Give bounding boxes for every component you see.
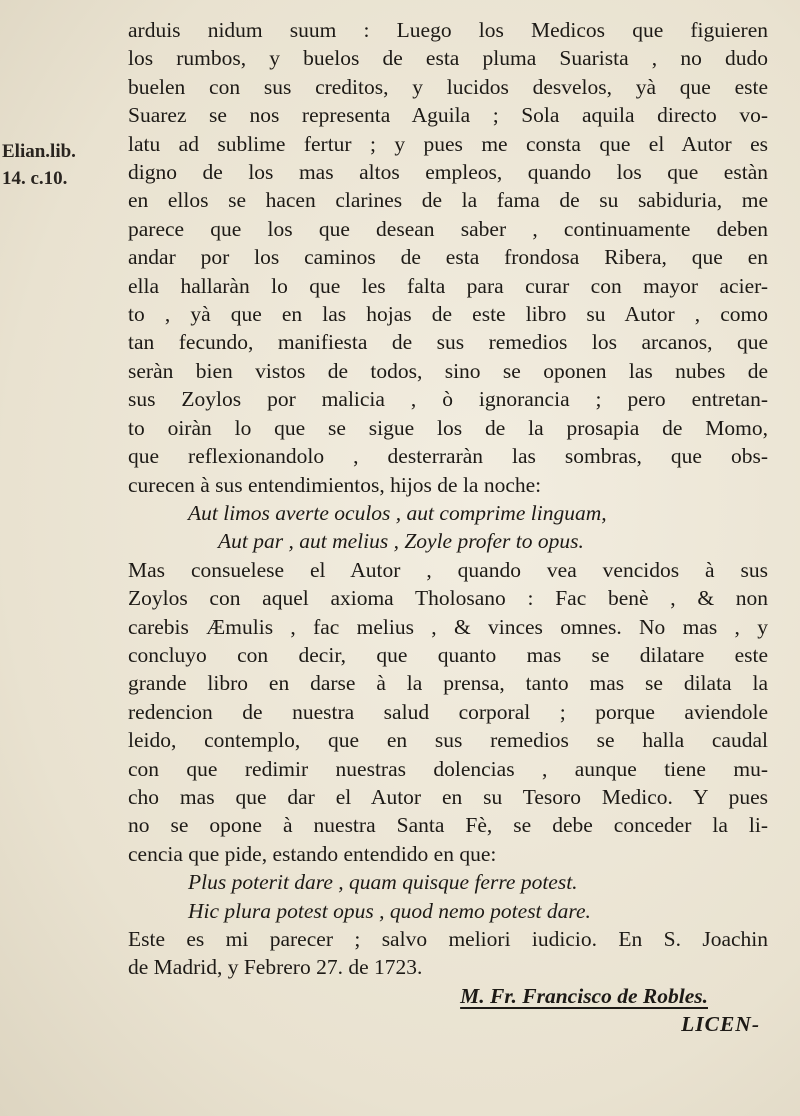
margin-note: [2, 138, 92, 192]
margin-note-line: Elian.lib.: [2, 141, 76, 162]
signature: [128, 982, 768, 1010]
margin-note-line: 14. c.10.: [2, 168, 68, 189]
text-line: redencion de nuestra salud corporal ; porque aviendole: [128, 699, 768, 724]
text-line: carebis Æmulis , fac melius , & vinces omnes. No mas , y: [128, 614, 768, 639]
verse-line: Plus poterit dare , quam quisque ferre potest.: [188, 870, 578, 895]
text-line: leido, contemplo, que en sus remedios se halla caudal: [128, 728, 768, 753]
text-line: cho mas que dar el Autor en su Tesoro Medico. Y pues: [128, 784, 768, 809]
text-line: tan fecundo, manifiesta de sus remedios los arcanos, que: [128, 330, 768, 355]
text-line: en ellos se hacen clarines de la fama de su sabiduria, me: [128, 188, 768, 213]
text-line: latu ad sublime fertur ; y pues me consta que el Autor es: [128, 131, 768, 156]
verse-line: Hic plura potest opus , quod nemo potest dare.: [188, 898, 591, 923]
catchword: LICEN-: [681, 1012, 760, 1037]
text-line: to oiràn lo que se sigue los de la prosapia de Momo,: [128, 415, 768, 440]
text-line: Mas consuelese el Autor , quando vea vencidos à sus: [128, 557, 768, 582]
text-line: que reflexionandolo , desterraràn las sombras, que obs-: [128, 444, 768, 469]
text-line: cencia que pide, estando entendido en que:: [128, 841, 497, 866]
text-line: curecen à sus entendimientos, hijos de la noche:: [128, 472, 542, 497]
text-line: Este es mi parecer ; salvo meliori iudicio. En S. Joachin: [128, 927, 768, 951]
text-line: Zoylos con aquel axioma Tholosano : Fac benè , & non: [128, 586, 768, 611]
verse-line: Aut limos averte oculos , aut comprime linguam,: [188, 500, 607, 525]
body-text: [128, 16, 768, 1039]
text-line: de Madrid, y Febrero 27. de 1723.: [128, 955, 423, 980]
text-line: buelen con sus creditos, y lucidos desvelos, yà que este: [128, 74, 768, 99]
text-line: con que redimir nuestras dolencias , aunque tiene mu-: [128, 756, 768, 781]
signature-text: M. Fr. Francisco de Robles.: [460, 983, 708, 1008]
text-line: digno de los mas altos empleos, quando los que estàn: [128, 160, 768, 185]
text-line: andar por los caminos de esta frondosa Ribera, que en: [128, 245, 768, 270]
text-line: no se opone à nuestra Santa Fè, se debe conceder la li-: [128, 813, 768, 838]
text-line: los rumbos, y buelos de esta pluma Suarista , no dudo: [128, 46, 768, 71]
text-line: concluyo con decir, que quanto mas se dilatare este: [128, 642, 768, 667]
text-line: seràn bien vistos de todos, sino se oponen las nubes de: [128, 358, 768, 383]
text-line: sus Zoylos por malicia , ò ignorancia ; pero entretan-: [128, 387, 768, 412]
text-line: ella hallaràn lo que les falta para curar con mayor acier-: [128, 273, 768, 298]
verse-line: Aut par , aut melius , Zoyle profer to opus.: [218, 529, 584, 554]
text-line: Suarez se nos representa Aguila ; Sola aquila directo vo-: [128, 103, 768, 128]
text-line: parece que los que desean saber , continuamente deben: [128, 216, 768, 241]
text-line: arduis nidum suum : Luego los Medicos que figuieren: [128, 18, 768, 42]
text-line: to , yà que en las hojas de este libro su Autor , como: [128, 302, 768, 327]
text-line: grande libro en darse à la prensa, tanto mas se dilata la: [128, 671, 768, 696]
